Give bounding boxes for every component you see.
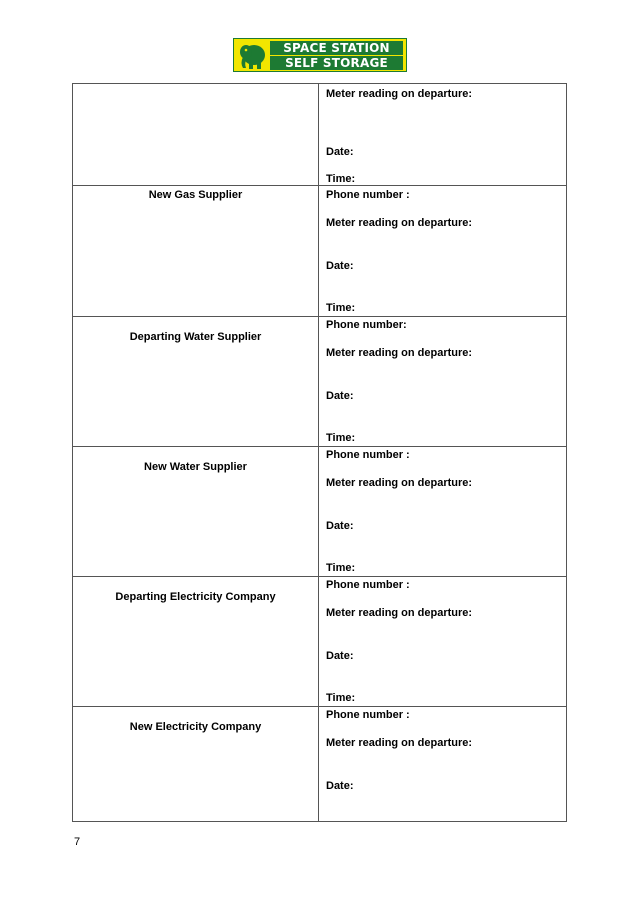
phone-number-label: Phone number : xyxy=(326,709,410,721)
table-row xyxy=(73,84,567,186)
table-row xyxy=(73,186,567,317)
date-label: Date: xyxy=(326,780,354,792)
table-row xyxy=(73,447,567,577)
supplier-label: New Gas Supplier xyxy=(148,189,243,201)
table-row xyxy=(73,707,567,822)
details-cell xyxy=(319,707,567,822)
phone-number-label: Phone number: xyxy=(326,319,407,331)
time-label: Time: xyxy=(326,432,356,444)
supplier-cell xyxy=(73,707,319,822)
meter-reading-label: Meter reading on departure: xyxy=(326,477,473,489)
date-label: Date: xyxy=(326,146,354,158)
table-row xyxy=(73,317,567,447)
time-label: Time: xyxy=(326,562,356,574)
details-cell xyxy=(319,84,567,186)
date-label: Date: xyxy=(326,260,354,272)
phone-number-label: Phone number : xyxy=(326,449,410,461)
logo-line-2: SELF STORAGE xyxy=(270,56,403,70)
meter-reading-label: Meter reading on departure: xyxy=(326,607,473,619)
details-cell xyxy=(319,186,567,317)
space-station-logo xyxy=(233,38,407,72)
meter-reading-label: Meter reading on departure: xyxy=(326,347,473,359)
details-cell xyxy=(319,317,567,447)
logo-line-1: SPACE STATION xyxy=(270,41,403,55)
phone-number-label: Phone number : xyxy=(326,189,410,201)
meter-reading-label: Meter reading on departure: xyxy=(326,737,473,749)
phone-number-label: Phone number : xyxy=(326,579,410,591)
supplier-cell xyxy=(73,577,319,707)
time-label: Time: xyxy=(326,692,356,704)
elephant-icon xyxy=(237,41,267,71)
time-label: Time: xyxy=(326,302,356,314)
supplier-cell xyxy=(73,186,319,317)
supplier-cell xyxy=(73,84,319,186)
page-number: 7 xyxy=(74,836,81,848)
utility-supplier-table xyxy=(72,83,567,822)
supplier-label: New Electricity Company xyxy=(129,721,262,733)
details-cell xyxy=(319,577,567,707)
supplier-label: Departing Water Supplier xyxy=(129,331,262,343)
supplier-label: New Water Supplier xyxy=(144,461,247,473)
meter-reading-label: Meter reading on departure: xyxy=(326,217,473,229)
supplier-cell xyxy=(73,317,319,447)
date-label: Date: xyxy=(326,390,354,402)
meter-reading-label: Meter reading on departure: xyxy=(326,88,473,100)
table-row xyxy=(73,577,567,707)
details-cell xyxy=(319,447,567,577)
time-label: Time: xyxy=(326,173,356,185)
supplier-cell xyxy=(73,447,319,577)
date-label: Date: xyxy=(326,650,354,662)
supplier-label: Departing Electricity Company xyxy=(115,591,276,603)
date-label: Date: xyxy=(326,520,354,532)
